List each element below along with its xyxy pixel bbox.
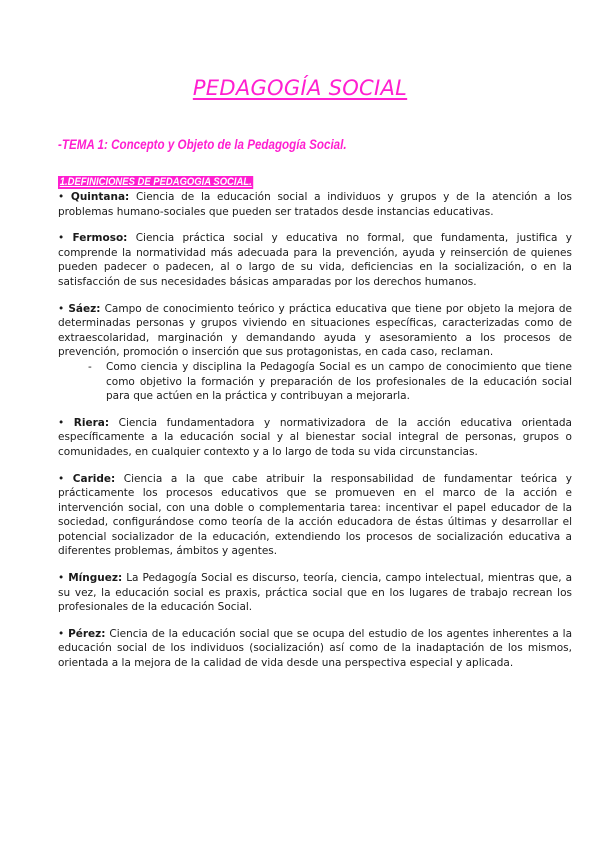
bullet: • bbox=[58, 191, 65, 203]
bullet: • bbox=[58, 302, 65, 315]
definition-quintana bbox=[58, 190, 572, 219]
saez-sublist bbox=[58, 360, 572, 404]
bullet: • bbox=[58, 572, 65, 585]
topic-subtitle: -TEMA 1: Concepto y Objeto de la Pedagogía Social. bbox=[58, 137, 347, 152]
definition-riera bbox=[58, 416, 572, 460]
author-name: Quintana: bbox=[70, 191, 130, 203]
author-name: Riera: bbox=[73, 416, 110, 429]
definition-fermoso bbox=[58, 231, 572, 289]
author-name: Fermoso: bbox=[72, 232, 128, 245]
dash-marker: - bbox=[88, 360, 92, 373]
author-name: Pérez: bbox=[68, 627, 106, 640]
bullet: • bbox=[58, 472, 65, 485]
sub-item-text: Como ciencia y disciplina la Pedagogía Social es un campo de conocimiento que tiene como objetivo la formación y preparación de los profesionales de la educación social para que actúen en la práctica y contribuyan a mejorarla. bbox=[106, 360, 572, 403]
bullet: • bbox=[58, 416, 65, 429]
definition-text: Ciencia práctica social y educativa no formal, que fundamenta, justifica y comprende la normatividad más adecuada para la prevención, ayuda y reinserción de quienes pueden padecer o padecen, al o largo de su vida, deficiencias en la socialización, o en la satisfacción de sus necesidades básicas amparadas por los derechos humanos. bbox=[58, 232, 572, 288]
definition-text: Ciencia a la que cabe atribuir la responsabilidad de fundamentar teórica y prácticamente los procesos educativos que se promueven en el marco de la acción e intervención social, con una doble o complementaria tarea: incentivar el papel educador de la sociedad, configurándose como teoría de la acción educadora de éstas últimas y desarrollar el potencial socializador de la educación, extendiendo los procesos de socialización educativa a diferentes problemas, ámbitos y agentes. bbox=[58, 472, 572, 558]
definition-text: La Pedagogía Social es discurso, teoría, ciencia, campo intelectual, mientras que, a su vez, la educación social es praxis, práctica social que en los lugares de trabajo recrean los profesionales de la educación Social. bbox=[58, 572, 572, 614]
bullet: • bbox=[58, 627, 65, 640]
definition-text: Campo de conocimiento teórico y práctica educativa que tiene por objeto la mejora de determinadas personas y grupos viviendo en situaciones específicas, caracterizadas como de extraescolaridad, marginación y demandando ayuda y asesoramiento a los procesos de prevención, promoción o inserción que sus protagonistas, en cada caso, reclaman. bbox=[58, 302, 573, 359]
definition-text: Ciencia de la educación social que se ocupa del estudio de los agentes inherentes a la educación social de los individuos (socialización) así como de la inadaptación de los mismos, orientada a la mejora de la calidad de vida desde una perspectiva especial y aplicada. bbox=[58, 627, 573, 670]
definition-perez bbox=[58, 627, 572, 671]
section-heading: 1.DEFINICIONES DE PEDAGOGIA SOCIAL. bbox=[59, 176, 252, 188]
definition-saez bbox=[58, 302, 572, 360]
definition-caride bbox=[58, 472, 572, 560]
page-title: PEDAGOGÍA SOCIAL bbox=[192, 76, 408, 100]
bullet: • bbox=[58, 232, 65, 245]
definitions-list bbox=[58, 190, 572, 683]
definition-text: Ciencia de la educación social a individuos y grupos y de la atención a los problemas humano-sociales que pueden ser tratados desde instancias educativas. bbox=[58, 191, 573, 218]
author-name: Mínguez: bbox=[68, 572, 123, 585]
author-name: Sáez: bbox=[68, 302, 101, 315]
sub-list-item bbox=[58, 360, 572, 404]
definition-minguez bbox=[58, 571, 572, 615]
author-name: Caride: bbox=[72, 472, 116, 485]
definition-text: Ciencia fundamentadora y normativizadora de la acción educativa orientada específicamente a la educación social y al bienestar social integral de personas, grupos o comunidades, en cualquier contexto y a lo largo de toda su vida circunstancias. bbox=[58, 416, 572, 458]
